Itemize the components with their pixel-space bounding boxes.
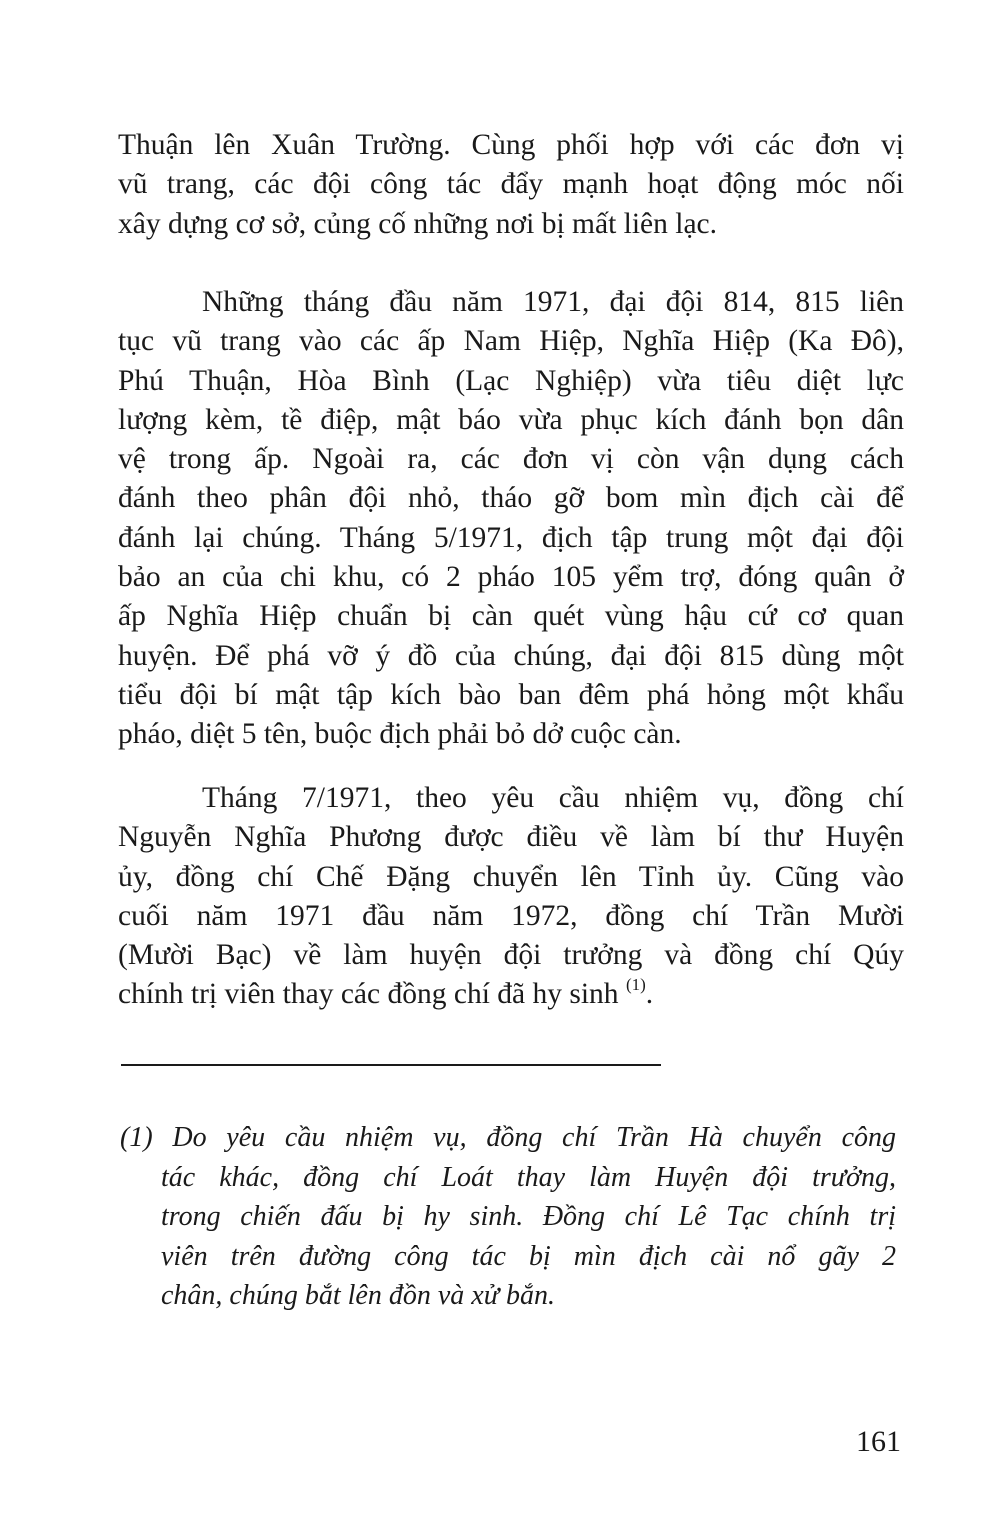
footnote-divider bbox=[121, 1064, 661, 1066]
footnote-line: tác khác, đồng chí Loát thay làm Huyện đội trưởng, bbox=[161, 1161, 896, 1193]
text-line: lượng kèm, tề điệp, mật báo vừa phục kích đánh bọn dân bbox=[118, 403, 904, 436]
text-line: đánh theo phân đội nhỏ, tháo gỡ bom mìn địch cài để bbox=[118, 482, 904, 515]
text-line-with-footnote-ref bbox=[118, 975, 904, 1014]
paragraph-1 bbox=[118, 126, 904, 244]
text-line: xây dựng cơ sở, củng cố những nơi bị mất liên lạc. bbox=[118, 207, 718, 240]
footnote-reference: (1) bbox=[625, 975, 646, 995]
text-line: tục vũ trang vào các ấp Nam Hiệp, Nghĩa Hiệp (Ka Đô), bbox=[118, 325, 904, 358]
text-line: Phú Thuận, Hòa Bình (Lạc Nghiệp) vừa tiêu diệt lực bbox=[118, 364, 904, 397]
footnote-line: viên trên đường công tác bị mìn địch cài nổ gãy 2 bbox=[161, 1240, 896, 1272]
footnote-line: trong chiến đấu bị hy sinh. Đồng chí Lê Tạc chính trị bbox=[161, 1201, 896, 1232]
text-line: ủy, đồng chí Chế Đặng chuyển lên Tỉnh ủy. Cũng vào bbox=[118, 860, 904, 893]
text-line: Những tháng đầu năm 1971, đại đội 814, 815 liên bbox=[202, 286, 904, 318]
text-segment: . bbox=[645, 978, 654, 1011]
footnote-line: (1) Do yêu cầu nhiệm vụ, đồng chí Trần Hà chuyển công bbox=[120, 1122, 896, 1153]
paragraph-2 bbox=[118, 283, 904, 755]
text-line: cuối năm 1971 đầu năm 1972, đồng chí Trần Mười bbox=[118, 899, 904, 932]
text-line: Nguyễn Nghĩa Phương được điều về làm bí thư Huyện bbox=[118, 821, 904, 854]
text-line: đánh lại chúng. Tháng 5/1971, địch tập trung một đại đội bbox=[118, 521, 904, 554]
text-line: vệ trong ấp. Ngoài ra, các đơn vị còn vận dụng cách bbox=[118, 443, 904, 476]
footnote bbox=[120, 1118, 896, 1316]
paragraph-3 bbox=[118, 779, 904, 1015]
text-segment: chính trị viên thay các đồng chí đã hy sinh bbox=[118, 978, 619, 1011]
text-line: (Mười Bạc) về làm huyện đội trưởng và đồng chí Qúy bbox=[118, 939, 904, 972]
footnote-line: chân, chúng bắt lên đồn và xử bắn. bbox=[161, 1280, 555, 1311]
page-number: 161 bbox=[856, 1425, 901, 1458]
text-line: tiểu đội bí mật tập kích bào ban đêm phá hỏng một khẩu bbox=[118, 678, 904, 711]
text-line: ấp Nghĩa Hiệp chuẩn bị càn quét vùng hậu cứ cơ quan bbox=[118, 600, 904, 633]
text-line: pháo, diệt 5 tên, buộc địch phải bỏ dở cuộc càn. bbox=[118, 718, 682, 751]
text-line: Tháng 7/1971, theo yêu cầu nhiệm vụ, đồng chí bbox=[202, 782, 904, 814]
text-line: Thuận lên Xuân Trường. Cùng phối hợp với các đơn vị bbox=[118, 129, 904, 161]
text-line: bảo an của chi khu, có 2 pháo 105 yểm trợ, đóng quân ở bbox=[118, 561, 904, 594]
text-line: huyện. Để phá vỡ ý đồ của chúng, đại đội 815 dùng một bbox=[118, 639, 904, 672]
text-line: vũ trang, các đội công tác đẩy mạnh hoạt động móc nối bbox=[118, 168, 904, 201]
